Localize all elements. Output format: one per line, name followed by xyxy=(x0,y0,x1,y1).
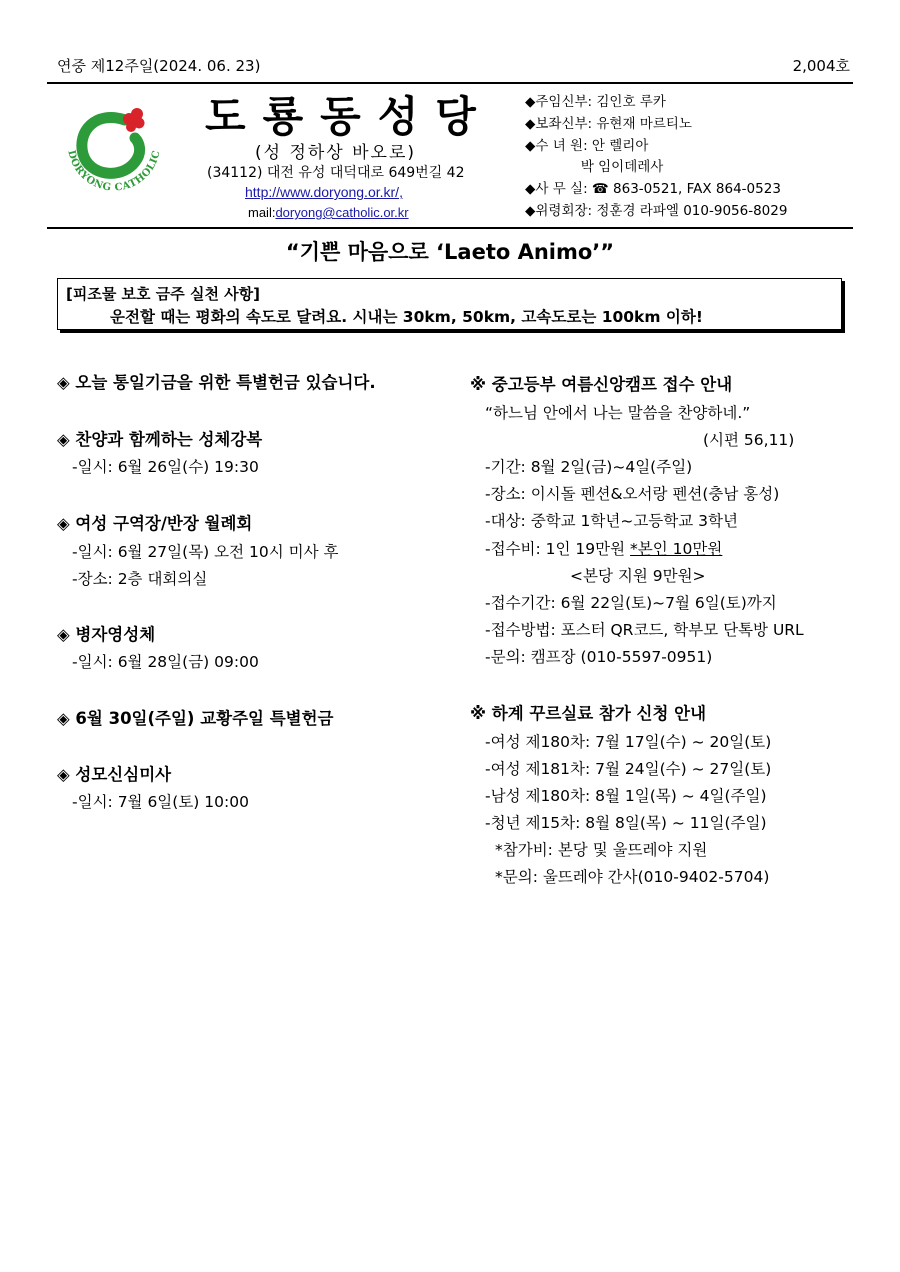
header-divider xyxy=(47,227,853,229)
camp-fee-support: <본당 지원 9만원> xyxy=(570,567,706,585)
motto: “기쁜 마음으로 ‘Laeto Animo’” xyxy=(285,240,615,264)
logo-text: DORYONG CATHOLIC xyxy=(65,149,163,194)
mail-label: mail: xyxy=(248,205,276,220)
cursillo-men-180: -남성 제180차: 8월 1일(목) ~ 4일(주일) xyxy=(485,787,767,805)
camp-target: -대상: 중학교 1학년~고등학교 3학년 xyxy=(485,512,738,530)
camp-fee-prefix: -접수비: 1인 19만원 xyxy=(485,540,631,558)
section-benediction: ◈ 찬양과 함께하는 성체강복 xyxy=(57,430,263,449)
camp-contact: -문의: 캠프장 (010-5597-0951) xyxy=(485,648,713,666)
website-link[interactable]: http://www.doryong.or.kr/, xyxy=(245,184,403,200)
benediction-date: -일시: 6월 26일(수) 19:30 xyxy=(72,458,259,476)
mail-line xyxy=(248,205,409,220)
camp-quote: “하느님 안에서 나는 말씀을 찬양하네.” xyxy=(485,404,751,422)
camp-quote-source: (시편 56,11) xyxy=(703,431,795,449)
women-meeting-date: -일시: 6월 27일(목) 오전 10시 미사 후 xyxy=(72,543,339,561)
website-line xyxy=(245,184,403,200)
cursillo-women-181: -여성 제181차: 7월 24일(수) ~ 27일(토) xyxy=(485,760,772,778)
staff-assistant: ◆보좌신부: 유현재 마르티노 xyxy=(525,115,692,132)
section-sick-communion: ◈ 병자영성체 xyxy=(57,625,156,644)
cursillo-contact: *문의: 울뜨레야 간사(010-9402-5704) xyxy=(495,868,770,886)
camp-period: -기간: 8월 2일(금)~4일(주일) xyxy=(485,458,693,476)
cursillo-fee: *참가비: 본당 및 울뜨레야 지원 xyxy=(495,841,708,859)
camp-fee-self: *본인 10만원 xyxy=(630,540,723,558)
camp-registration-period: -접수기간: 6월 22일(토)~7월 6일(토)까지 xyxy=(485,594,777,612)
parish-logo xyxy=(55,92,170,207)
patron-saint: (성 정하상 바오로) xyxy=(255,143,417,163)
notice-box xyxy=(57,278,842,330)
women-meeting-place: -장소: 2층 대회의실 xyxy=(72,570,208,588)
camp-registration-method: -접수방법: 포스터 QR코드, 학부모 단톡방 URL xyxy=(485,621,804,639)
section-cursillo: ※ 하계 꾸르실료 참가 신청 안내 xyxy=(470,704,707,723)
mail-link[interactable]: doryong@catholic.or.kr xyxy=(275,205,409,220)
staff-convent-2: 박 임이데레사 xyxy=(525,159,664,176)
staff-convent: ◆수 녀 원: 안 렐리아 xyxy=(525,137,649,154)
section-unification-fund: ◈ 오늘 통일기금을 위한 특별헌금 있습니다. xyxy=(57,373,376,392)
section-pope-sunday: ◈ 6월 30일(주일) 교황주일 특별헌금 xyxy=(57,709,334,728)
staff-memorial: ◆위령회장: 정훈경 라파엘 010-9056-8029 xyxy=(525,202,788,219)
section-marian-mass: ◈ 성모신심미사 xyxy=(57,765,172,784)
issue-week: 연중 제12주일(2024. 06. 23) xyxy=(57,57,261,75)
staff-pastor: ◆주임신부: 김인호 루카 xyxy=(525,94,666,110)
sick-communion-date: -일시: 6월 28일(금) 09:00 xyxy=(72,653,259,671)
cursillo-women-180: -여성 제180차: 7월 17일(수) ~ 20일(토) xyxy=(485,733,772,751)
section-summer-camp: ※ 중고등부 여름신앙캠프 접수 안내 xyxy=(470,375,733,394)
staff-office: ◆사 무 실: ☎ 863-0521, FAX 864-0523 xyxy=(525,181,781,198)
staff-list xyxy=(525,92,787,223)
notice-text: 운전할 때는 평화의 속도로 달려요. 시내는 30km, 50km, 고속도로는 100km 이하! xyxy=(110,308,703,326)
issue-number: 2,004호 xyxy=(792,57,850,75)
notice-label: [피조물 보호 금주 실천 사항] xyxy=(66,285,260,303)
address: (34112) 대전 유성 대덕대로 649번길 42 xyxy=(207,165,465,181)
parish-name: 도룡동성당 xyxy=(205,92,493,141)
camp-fee xyxy=(485,537,722,559)
camp-place: -장소: 이시돌 펜션&오서랑 펜션(충남 홍성) xyxy=(485,485,780,503)
marian-mass-date: -일시: 7월 6일(토) 10:00 xyxy=(72,793,249,811)
cursillo-youth-15: -청년 제15차: 8월 8일(목) ~ 11일(주일) xyxy=(485,814,767,832)
section-women-meeting: ◈ 여성 구역장/반장 월례회 xyxy=(57,514,253,533)
